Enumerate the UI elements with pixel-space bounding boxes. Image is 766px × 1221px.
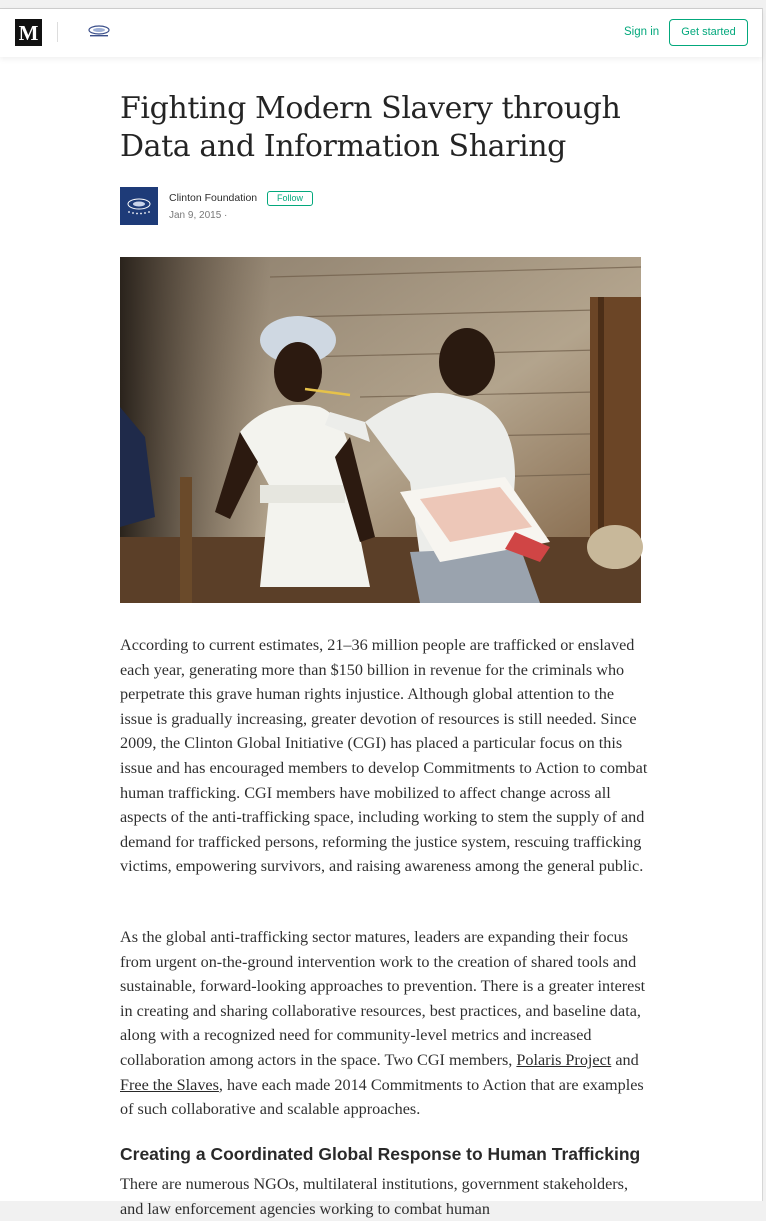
article-paragraph: According to current estimates, 21–36 million people are trafficked or enslaved each year, generating more than $150 billion in revenue for the criminals who perpetrate this grave human rights injustice. Although global attention to the issue is gradually increasing, greater devotion of resources is still needed. Since 2009, the Clinton Global Initiative (CGI) has placed a particular focus on this issue and has encouraged members to develop Commitments to Action to combat human trafficking. CGI members have mobilized to affect change across all aspects of the anti-trafficking space, including working to stem the supply of and demand for trafficked persons, reforming the justice system, rescuing trafficking victims, empowering survivors, and raising awareness among the general public. xyxy=(120,636,648,876)
free-the-slaves-link[interactable]: Free the Slaves xyxy=(120,1075,219,1094)
article-paragraph: There are numerous NGOs, multilateral institutions, government stakeholders, and law enforcement agencies working to combat human xyxy=(120,1175,628,1218)
header-divider xyxy=(57,22,58,42)
hero-photo xyxy=(120,257,641,603)
medium-article-page xyxy=(0,8,763,1218)
article-meta xyxy=(169,210,227,221)
paragraph-text: and xyxy=(615,1050,639,1069)
section-heading: Creating a Coordinated Global Response to Human Trafficking xyxy=(120,1144,641,1164)
top-navigation-bar xyxy=(0,9,762,57)
polaris-project-link[interactable]: Polaris Project xyxy=(516,1050,612,1069)
paragraph-text: , have each made 2014 Commitments to Action that are examples of such collaborative and scalable approaches. xyxy=(120,1075,644,1119)
publish-date: Jan 9, 2015 xyxy=(169,210,222,221)
sign-in-link[interactable]: Sign in xyxy=(624,26,660,38)
medium-logo-icon[interactable]: M xyxy=(15,19,42,46)
meta-separator: · xyxy=(224,210,228,221)
follow-button[interactable]: Follow xyxy=(267,191,313,206)
paragraph-text: As the global anti-trafficking sector matures, leaders are expanding their focus from urgent on-the-ground intervention work to the creation of shared tools and sustainable, forward-looking approaches to prevention. There is a greater interest in creating and sharing collaborative resources, best practices, and baseline data, along with a recognized need for community-level metrics and increased collaboration among actors in the space. Two CGI members, xyxy=(120,928,646,1069)
get-started-button[interactable]: Get started xyxy=(669,19,748,46)
clinton-foundation-logo-icon[interactable] xyxy=(87,24,111,38)
clinton-foundation-avatar-icon[interactable] xyxy=(120,187,158,225)
article-paragraph xyxy=(120,925,648,1122)
article-title: Fighting Modern Slavery through Data and Information Sharing xyxy=(120,91,621,164)
author-name[interactable]: Clinton Foundation xyxy=(169,192,258,204)
